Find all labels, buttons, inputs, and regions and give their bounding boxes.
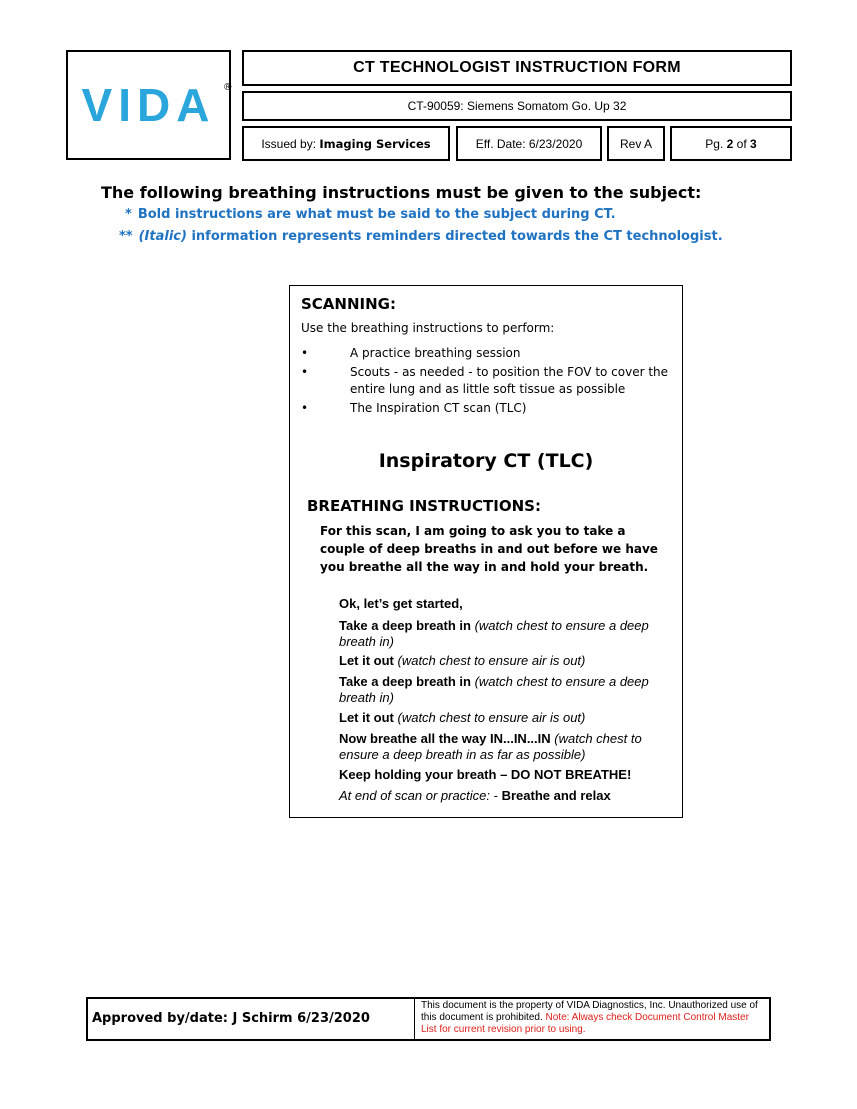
- step-item: [339, 731, 679, 763]
- bullet-text: A practice breathing session: [350, 346, 521, 360]
- scanning-heading: SCANNING:: [301, 295, 396, 313]
- footer-divider: [414, 999, 415, 1039]
- final-bold: Breathe and relax: [501, 788, 611, 803]
- scanning-box: [289, 285, 683, 818]
- final-step: [339, 788, 679, 804]
- step-item: [339, 596, 679, 612]
- step-italic: (watch chest to ensure a deep breath in): [339, 618, 649, 649]
- bullet-item: [301, 364, 676, 398]
- step-item: [339, 710, 679, 726]
- page-label: Pg.: [705, 136, 724, 151]
- italic-note: [119, 229, 723, 244]
- issued-value: Imaging Services: [319, 136, 431, 151]
- final-italic: At end of scan or practice:: [339, 788, 491, 803]
- final-sep: -: [490, 788, 502, 803]
- bullet-dot: •: [301, 346, 309, 360]
- step-italic: (watch chest to ensure air is out): [393, 710, 586, 725]
- revision-cell: Rev A: [607, 126, 665, 161]
- step-bold: Let it out: [339, 710, 394, 725]
- bullet-text: Scouts - as needed - to position the FOV to cover the entire lung and as little soft tissue as possible: [350, 365, 669, 396]
- page-number-cell: [670, 126, 792, 161]
- step-bold: Now breathe all the way IN...IN...IN: [339, 731, 551, 746]
- note1-marker: *: [125, 207, 132, 222]
- step-italic: (watch chest to ensure air is out): [393, 653, 586, 668]
- page-sep: of: [736, 136, 747, 151]
- page-total: 3: [750, 136, 757, 151]
- step-bold: Take a deep breath in: [339, 674, 471, 689]
- registered-mark: ®: [224, 82, 232, 93]
- approved-by: Approved by/date: J Schirm 6/23/2020: [92, 1011, 370, 1026]
- scanning-intro: Use the breathing instructions to perform:: [301, 321, 555, 335]
- bullet-item: [301, 400, 676, 417]
- step-italic: (watch chest to ensure a deep breath in): [339, 674, 649, 705]
- step-item: [339, 767, 679, 783]
- bullet-dot: •: [301, 365, 309, 379]
- breathing-intro: For this scan, I am going to ask you to take a couple of deep breaths in and out before we have you breathe all the way in and hold your breath.: [320, 524, 658, 574]
- step-italic: (watch chest to ensure a deep breath in as far as possible): [339, 731, 642, 762]
- bullet-text: The Inspiration CT scan (TLC): [350, 401, 527, 415]
- form-subtitle: CT-90059: Siemens Somatom Go. Up 32: [242, 91, 792, 121]
- breathing-heading: BREATHING INSTRUCTIONS:: [307, 497, 541, 515]
- note2-text: information represents reminders directed towards the CT technologist.: [186, 229, 723, 244]
- step-item: [339, 674, 679, 706]
- footer-note: [421, 1000, 766, 1036]
- step-item: [339, 618, 679, 650]
- step-bold: Let it out: [339, 653, 394, 668]
- intro-heading: The following breathing instructions must be given to the subject:: [101, 183, 702, 202]
- scan-title: Inspiratory CT (TLC): [378, 450, 594, 472]
- logo-box: [66, 50, 231, 160]
- step-bold: Take a deep breath in: [339, 618, 471, 633]
- note2-italic: (Italic): [138, 229, 187, 244]
- effective-date-cell: Eff. Date: 6/23/2020: [456, 126, 602, 161]
- step-bold: Ok, let’s get started,: [339, 596, 463, 611]
- bold-note: [125, 207, 616, 222]
- footer-warning: Note: Always check Document Control Master List for current revision prior to using.: [421, 1012, 749, 1035]
- vida-logo: [81, 78, 232, 132]
- form-title: CT TECHNOLOGIST INSTRUCTION FORM: [242, 50, 792, 86]
- logo-text: VIDA: [81, 79, 216, 131]
- issued-by-cell: [242, 126, 450, 161]
- note1-text: Bold instructions are what must be said to the subject during CT.: [137, 207, 616, 222]
- step-bold: Keep holding your breath – DO NOT BREATHE!: [339, 767, 632, 782]
- page-current: 2: [726, 136, 734, 151]
- scanning-bullets: [301, 345, 676, 419]
- step-item: [339, 653, 679, 669]
- bullet-dot: •: [301, 401, 309, 415]
- issued-label: Issued by:: [261, 136, 317, 151]
- footer-note-text: This document is the property of VIDA Diagnostics, Inc. Unauthorized use of this document is prohibited.: [421, 1000, 758, 1023]
- footer-box: [86, 997, 771, 1041]
- note2-marker: **: [119, 229, 133, 244]
- bullet-item: [301, 345, 676, 362]
